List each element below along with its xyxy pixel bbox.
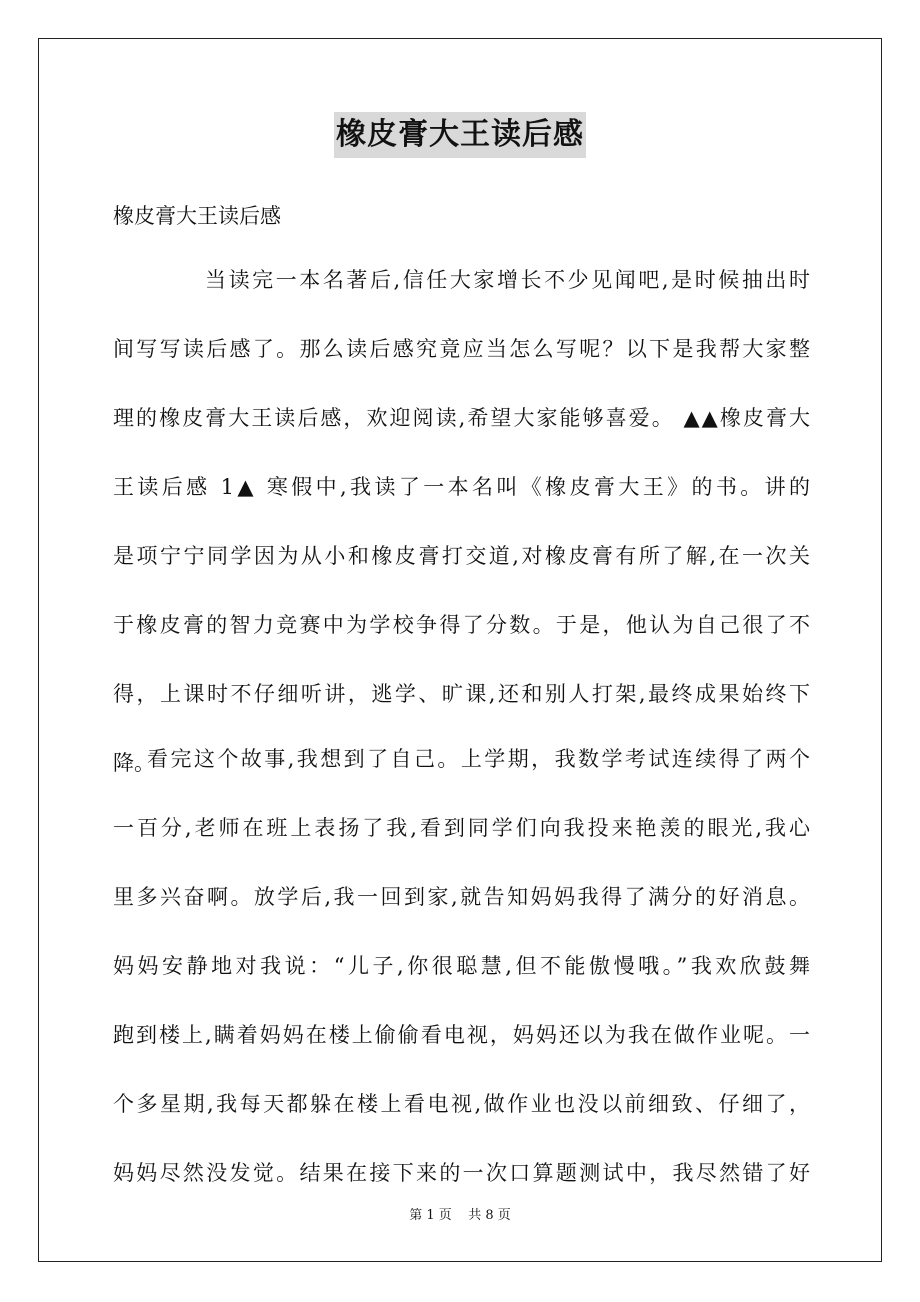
- paragraph-line: 妈妈尽然没发觉。结果在接下来的一次口算题测试中，我尽然错了好: [113, 1161, 810, 1185]
- page-footer: [0, 1206, 920, 1226]
- paragraph-line: 跑到楼上,瞒着妈妈在楼上偷偷看电视，妈妈还以为我在做作业呢。一: [113, 1023, 810, 1047]
- paragraph-line: 个多星期,我每天都躲在楼上看电视,做作业也没以前细致、仔细了，: [113, 1092, 810, 1116]
- paragraph-line: 得，上课时不仔细听讲，逃学、旷课,还和别人打架,最终成果始终下: [113, 682, 810, 706]
- paragraph-line: 理的橡皮膏大王读后感，欢迎阅读,希望大家能够喜爱。 ▲▲橡皮膏大: [113, 406, 810, 430]
- page-number-label: 第 1 页 共 8 页: [409, 1208, 511, 1223]
- document-subtitle: 橡皮膏大王读后感: [113, 204, 281, 228]
- paragraph-1: [113, 262, 810, 781]
- document-title: 橡皮膏大王读后感: [334, 112, 586, 158]
- title-container: [0, 112, 920, 158]
- paragraph-line: 是项宁宁同学因为从小和橡皮膏打交道,对橡皮膏有所了解,在一次关: [113, 544, 810, 568]
- paragraph-line: 降。: [113, 751, 155, 775]
- paragraph-line: 间写写读后感了。那么读后感究竟应当怎么写呢？以下是我帮大家整: [113, 337, 810, 361]
- paragraph-2: [113, 741, 810, 1191]
- paragraph-line: 于橡皮膏的智力竞赛中为学校争得了分数。于是，他认为自己很了不: [113, 613, 810, 637]
- paragraph-line: 当读完一本名著后,信任大家增长不少见闻吧,是时候抽出时: [205, 268, 810, 292]
- paragraph-line: 一百分,老师在班上表扬了我,看到同学们向我投来艳羡的眼光,我心: [113, 816, 810, 840]
- paragraph-line: 里多兴奋啊。放学后,我一回到家,就告知妈妈我得了满分的好消息。: [113, 885, 810, 909]
- paragraph-line: 看完这个故事,我想到了自己。上学期，我数学考试连续得了两个: [147, 747, 810, 771]
- paragraph-line: 王读后感 1▲ 寒假中,我读了一本名叫《橡皮膏大王》的书。讲的: [113, 475, 810, 499]
- paragraph-line: 妈妈安静地对我说：“儿子,你很聪慧,但不能傲慢哦。”我欢欣鼓舞: [113, 954, 810, 978]
